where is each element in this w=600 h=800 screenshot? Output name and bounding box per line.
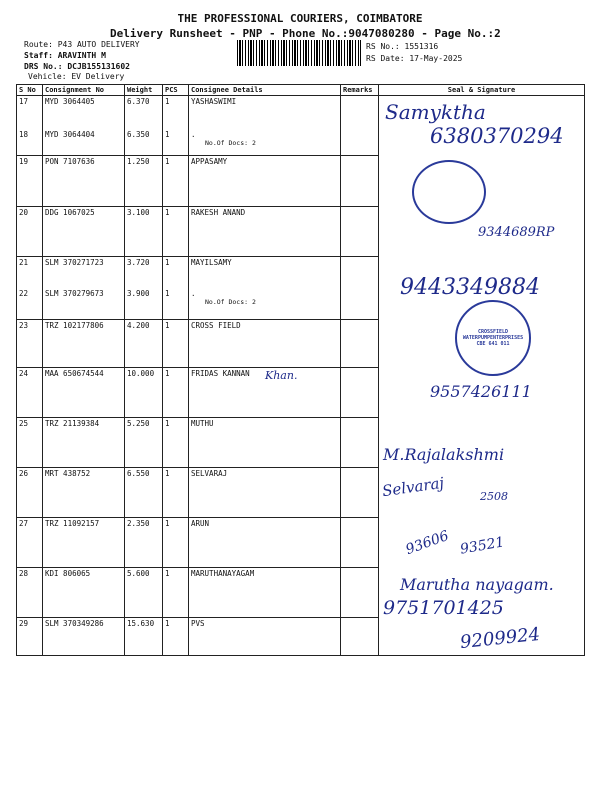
- row-pcs: 1: [165, 130, 170, 139]
- staff-label: Staff: ARAVINTH M: [24, 51, 106, 60]
- row-pcs: 1: [163, 207, 189, 257]
- row-cno: MYD 3064404: [45, 130, 95, 139]
- row-sno: 21: [19, 258, 29, 267]
- col-remarks: Remarks: [341, 85, 379, 96]
- row-weight: 6.550: [125, 468, 163, 518]
- handwritten-phone: 93606: [403, 527, 451, 559]
- handwritten-signature: Selvaraj: [381, 473, 446, 501]
- row-docs: No.Of Docs: 2: [205, 139, 256, 147]
- col-weight: Weight: [125, 85, 163, 96]
- row-cno: DDG 1067025: [43, 207, 125, 257]
- row-sno: 25: [17, 418, 43, 468]
- row-pcs: 1: [163, 368, 189, 418]
- col-consignee: Consignee Details: [189, 85, 341, 96]
- row-sno: 24: [17, 368, 43, 418]
- row-pcs: 1: [163, 468, 189, 518]
- route-label: Route: P43 AUTO DELIVERY: [24, 40, 140, 49]
- handwritten-date: 2508: [480, 490, 508, 503]
- handwritten-phone: 93521: [458, 534, 506, 558]
- company-title: THE PROFESSIONAL COURIERS, COIMBATORE: [177, 12, 423, 25]
- rs-date-label: RS Date: 17-May-2025: [366, 54, 463, 63]
- row-consignee: RAKESH ANAND: [189, 207, 341, 257]
- row-cno: MYD 3064405: [45, 97, 95, 106]
- row-weight: 6.370: [127, 97, 150, 106]
- row-consignee: MUTHU: [189, 418, 341, 468]
- row-cno: KDI 806065: [43, 568, 125, 618]
- col-sno: S No: [17, 85, 43, 96]
- row-pcs: 1: [163, 418, 189, 468]
- row-weight: 6.350: [127, 130, 150, 139]
- barcode: [237, 40, 361, 66]
- row-docs: No.Of Docs: 2: [205, 298, 256, 306]
- row-consignee: PVS: [189, 618, 341, 656]
- row-cno: MRT 438752: [43, 468, 125, 518]
- rs-no-label: RS No.: 1551316: [366, 42, 439, 51]
- row-weight: 3.720: [127, 258, 150, 267]
- row-cno: SLM 370349286: [43, 618, 125, 656]
- row-sno: 17: [19, 97, 29, 106]
- row-weight: 2.350: [125, 518, 163, 568]
- row-weight: 4.200: [125, 320, 163, 368]
- row-consignee: MARUTHANAYAGAM: [189, 568, 341, 618]
- row-consignee: MAYILSAMY: [191, 258, 232, 267]
- row-consignee: .: [191, 289, 196, 298]
- company-seal-stamp: CROSSFIELD WATERPUMPENTERPRISES CBE 641 011: [455, 300, 531, 376]
- row-weight: 15.630: [125, 618, 163, 656]
- row-weight: 1.250: [125, 156, 163, 207]
- row-pcs: 1: [165, 289, 170, 298]
- row-pcs: 1: [165, 97, 170, 106]
- handwritten-phone: 9751701425: [383, 597, 504, 619]
- row-consignee: ARUN: [189, 518, 341, 568]
- row-weight: 3.100: [125, 207, 163, 257]
- row-sno: 23: [17, 320, 43, 368]
- row-weight: 10.000: [125, 368, 163, 418]
- row-sno: 27: [17, 518, 43, 568]
- row-pcs: 1: [163, 618, 189, 656]
- col-signature: Seal & Signature: [379, 85, 585, 96]
- row-sno: 28: [17, 568, 43, 618]
- row-consignee: .: [191, 130, 196, 139]
- row-consignee: SELVARAJ: [189, 468, 341, 518]
- handwritten-phone: 9344689RP: [478, 225, 555, 240]
- row-weight: 3.900: [127, 289, 150, 298]
- handwritten-phone: 9209924: [459, 623, 542, 654]
- row-cno: SLM 370279673: [45, 289, 104, 298]
- handwritten-phone: 9557426111: [430, 382, 532, 401]
- handwritten-signature: Samyktha: [385, 100, 486, 124]
- col-consignment: Consignment No: [43, 85, 125, 96]
- handwritten-correction: Khan.: [265, 369, 298, 382]
- row-pcs: 1: [163, 518, 189, 568]
- row-cno: MAA 650674544: [43, 368, 125, 418]
- row-consignee: APPASAMY: [189, 156, 341, 207]
- row-sno: 18: [19, 130, 29, 139]
- runsheet-subtitle: Delivery Runsheet - PNP - Phone No.:9047080280 - Page No.:2: [110, 27, 501, 40]
- handwritten-phone: 6380370294: [430, 124, 564, 148]
- vehicle-label: Vehicle: EV Delivery: [28, 72, 125, 81]
- row-cno: TRZ 11092157: [43, 518, 125, 568]
- row-pcs: 1: [165, 258, 170, 267]
- row-pcs: 1: [163, 568, 189, 618]
- handwritten-signature: Marutha nayagam.: [400, 575, 554, 594]
- row-weight: 5.250: [125, 418, 163, 468]
- row-cno: SLM 370271723: [45, 258, 104, 267]
- handwritten-signature: M.Rajalakshmi: [383, 445, 505, 464]
- row-sno: 29: [17, 618, 43, 656]
- drs-label: DRS No.: DCJB155131602: [24, 62, 130, 71]
- circular-stamp-icon: [412, 160, 486, 224]
- row-cno: TRZ 102177806: [43, 320, 125, 368]
- row-cno: PON 7107636: [43, 156, 125, 207]
- row-sno: 19: [17, 156, 43, 207]
- table-header: [17, 85, 585, 96]
- row-consignee: CROSS FIELD: [189, 320, 341, 368]
- row-pcs: 1: [163, 156, 189, 207]
- row-consignee: FRIDAS KANNAN: [189, 368, 341, 418]
- row-sno: 26: [17, 468, 43, 518]
- row-pcs: 1: [163, 320, 189, 368]
- col-pcs: PCS: [163, 85, 189, 96]
- row-sno: 22: [19, 289, 29, 298]
- row-sno: 20: [17, 207, 43, 257]
- row-cno: TRZ 21139384: [43, 418, 125, 468]
- row-weight: 5.600: [125, 568, 163, 618]
- row-consignee: YASHASWIMI: [191, 97, 237, 106]
- handwritten-phone: 9443349884: [400, 275, 540, 300]
